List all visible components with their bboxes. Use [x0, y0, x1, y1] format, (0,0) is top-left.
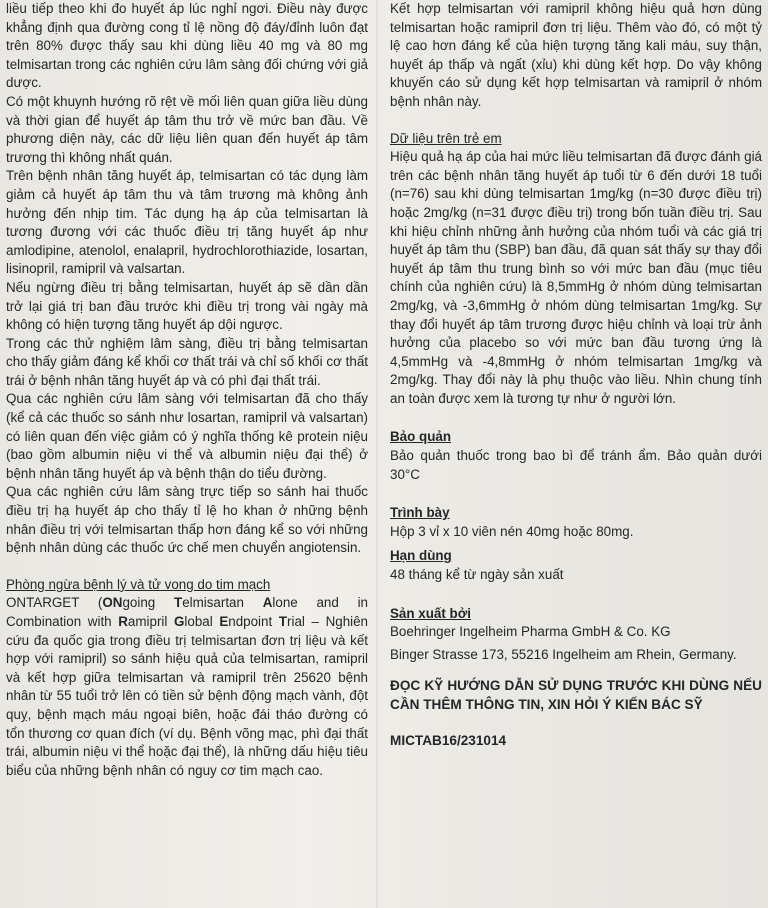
storage-heading: Bảo quản	[390, 429, 452, 445]
manufacturer-name: Boehringer Ingelheim Pharma GmbH & Co. KG	[390, 624, 671, 640]
manufacturer-heading: Sản xuất bởi	[390, 605, 471, 621]
paragraph: Qua các nghiên cứu lâm sàng với telmisartan đã cho thấy (kể cả các thuốc so sánh như losartan, ramipril và valsartan) có liên quan đến việc giảm có ý nghĩa thống kê protein niệu (bao gồm albumin niệu vi thể và albumin niệu đại thể) ở bệnh nhân tăng huyết áp và bệnh thận do tiểu đường.	[6, 391, 368, 481]
acronym-letter: T	[278, 614, 288, 629]
prevention-heading: Phòng ngừa bệnh lý và tử vong do tim mạch	[6, 576, 271, 592]
prevention-paragraph	[6, 594, 368, 780]
acronym-letter: A	[262, 595, 273, 611]
pediatric-paragraph: Hiệu quả hạ áp của hai mức liều telmisartan đã được đánh giá trên các bệnh nhân tăng huyết áp tuổi từ 6 đến dưới 18 tuổi (n=76) sau khi dùng telmisartan 1mg/kg (n=30 được điều trị) hoặc 2mg/kg (n=31 được điều trị) trong bốn tuần điều trị. Sau khi hiệu chỉnh những ảnh hưởng của nhóm tuổi và các giá trị huyết áp tâm thu (SBP) ban đầu, đã quan sát thấy sự thay đổi huyết áp tâm thu trung bình so với mức ban đầu (mục tiêu chính của nghiên cứu) là 8,5mmHg ở nhóm dùng telmisartan 2mg/kg, và -3,6mmHg ở nhóm dùng telmisartan 1mg/kg. Sự thay đổi huyết áp tâm trương được hiệu chỉnh và loại trừ ảnh hưởng của placebo so với mức ban đầu tương ứng là 4,5mmHg và -4,8mmHg ở nhóm telmisartan 1mg/kg và 2mg/kg. Thay đổi này là phụ thuộc vào liều. Nhìn chung tính an toàn được xem là tương tự như ở người lớn.	[390, 149, 762, 406]
acronym-word: elmisartan	[182, 595, 263, 611]
acronym-word: ndpoint	[228, 614, 279, 629]
acronym-letter: T	[174, 595, 183, 611]
acronym-letter: ON	[102, 595, 123, 611]
right-column	[390, 0, 762, 751]
shelf-life-heading: Hạn dùng	[390, 548, 452, 564]
acronym-word: amipril	[127, 614, 174, 629]
left-column	[6, 0, 368, 780]
acronym-word: rial	[287, 614, 305, 629]
paragraph: Có một khuynh hướng rõ rệt về mối liên quan giữa liều dùng và thời gian để huyết áp tâm thu trở về mức ban đầu. Về phương diện này, các dữ liệu liên quan đến huyết áp tâm trương thì không nhất quán.	[6, 93, 368, 165]
acronym-letter: G	[173, 614, 185, 629]
shelf-life-text: 48 tháng kể từ ngày sản xuất	[390, 567, 564, 583]
prevention-text-start: ONTARGET (	[6, 595, 103, 611]
pediatric-heading: Dữ liệu trên trẻ em	[390, 130, 502, 146]
acronym-letter: E	[219, 614, 229, 629]
prevention-text-end: – Nghiên cứu đa quốc gia trong điều trị telmisartan đơn trị liệu và kết hợp với ramipril) so sánh hiệu quả của telmisartan, ramipril và kết hợp giữa telmisartan và ramipril trên 25620 bệnh nhân từ 55 tuổi trở lên có tiền sử bệnh động mạch vành, đột quỵ, bệnh mạch máu ngoại biên, hoặc đái tháo đường có tổn thương cơ quan đích (ví dụ. Bệnh võng mạc, phì đại thất trái, albumin niệu vi thể hoặc đại thể), là những dấu hiệu tiêu biểu của những bệnh nhân có nguy cơ tim mạch cao.	[6, 614, 369, 778]
paragraph: Qua các nghiên cứu lâm sàng trực tiếp so sánh hai thuốc điều trị hạ huyết áp cho thấy tỉ lệ ho khan ở những bệnh nhân điều trị với telmisartan thấp hơn đáng kể so với những bệnh nhân dùng các thuốc ức chế men chuyển angiotensin.	[6, 484, 368, 556]
paragraph: Trên bệnh nhân tăng huyết áp, telmisartan có tác dụng làm giảm cả huyết áp tâm thu và tâm trương mà không ảnh hưởng đến nhịp tim. Tác dụng hạ áp của telmisartan là tương đương với các thuốc điều trị tăng huyết áp như amlodipine, atenolol, enalapril, hydrochlorothiazide, losartan, lisinopril, ramipril và valsartan.	[6, 168, 368, 277]
acronym-letter: R	[118, 614, 128, 629]
acronym-word: lone and in Combination with	[6, 595, 368, 629]
warning-notice: ĐỌC KỸ HƯỚNG DẪN SỬ DỤNG TRƯỚC KHI DÙNG NẾU CẦN THÊM THÔNG TIN, XIN HỎI Ý KIẾN BÁC SỸ	[390, 678, 762, 713]
manufacturer-address: Binger Strasse 173, 55216 Ingelheim am Rhein, Germany.	[390, 646, 737, 662]
presentation-text: Hộp 3 vỉ x 10 viên nén 40mg hoặc 80mg.	[390, 523, 634, 539]
paragraph: Trong các thử nghiệm lâm sàng, điều trị bằng telmisartan cho thấy giảm đáng kể khối cơ thất trái và chỉ số khối cơ thất trái ở bệnh nhân tăng huyết áp và có phì đại thất trái.	[6, 335, 368, 388]
acronym-word: lobal	[184, 614, 220, 629]
paragraph: liều tiếp theo khi đo huyết áp lúc nghỉ ngơi. Điều này được khẳng định qua đường cong tỉ lệ nồng độ đáy/đỉnh luôn đạt trên 80% được thấy sau khi dùng liều 40 mg và 80 mg telmisartan trong các nghiên cứu lâm sàng đối chứng với giả dược.	[6, 1, 368, 91]
combination-paragraph: Kết hợp telmisartan với ramipril không hiệu quả hơn dùng telmisartan hoặc ramipril đơn trị liệu. Thêm vào đó, có một tỷ lệ cao hơn đáng kể của hiện tượng tăng kali máu, suy thận, huyết áp thấp và ngất (xỉu) khi dùng kết hợp. Do vậy không khuyến cáo sử dụng kết hợp telmisartan và ramipril ở nhóm bệnh nhân này.	[390, 1, 762, 109]
storage-text: Bảo quản thuốc trong bao bì để tránh ẩm. Bảo quản dưới 30°C	[390, 448, 762, 482]
acronym-word: going	[122, 595, 174, 611]
leaflet-code: MICTAB16/231014	[390, 733, 507, 749]
page-fold	[376, 0, 378, 908]
paragraph: Nếu ngừng điều trị bằng telmisartan, huyết áp sẽ dần dần trở lại giá trị ban đầu trước khi điều trị trong vài ngày mà không có hiện tượng tăng huyết áp dội ngược.	[6, 279, 368, 333]
presentation-heading: Trình bày	[390, 505, 450, 521]
